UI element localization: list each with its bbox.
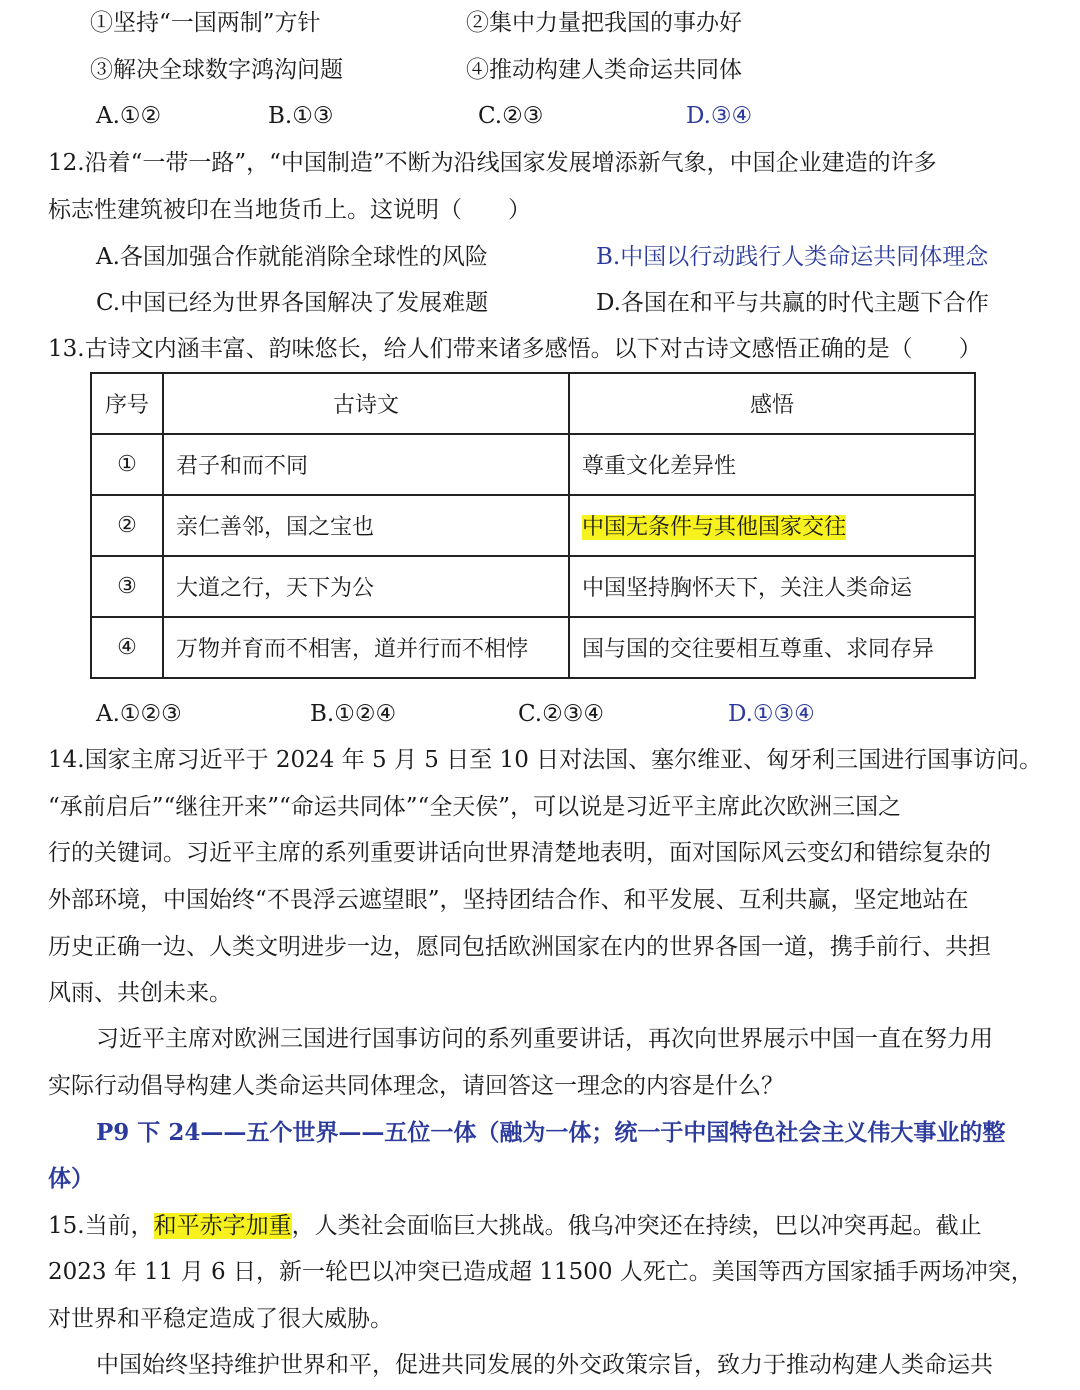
q15-line-2: 2023 年 11 月 6 日，新一轮巴以冲突已造成超 11500 人死亡。美国等西方国家插手两场冲突， <box>48 1259 1034 1285</box>
q12-stem-line2: 标志性建筑被印在当地货币上。这说明（ ） <box>48 197 531 223</box>
row-poem: 万物并育而不相害，道并行而不相悖 <box>163 617 569 678</box>
q11-option-b: B.①③ <box>268 103 334 129</box>
q12-option-d: D.各国在和平与共赢的时代主题下合作 <box>596 290 989 316</box>
q14-question-line1: 习近平主席对欧洲三国进行国事访问的系列重要讲话，再次向世界展示中国一直在努力用 <box>96 1026 993 1052</box>
header-num: 序号 <box>91 373 163 434</box>
q13-option-c: C.②③④ <box>518 701 604 727</box>
header-poem: 古诗文 <box>163 373 569 434</box>
q14-line-4: 外部环境，中国始终“不畏浮云遮望眼”，坚持团结合作、和平发展、互利共赢，坚定地站在 <box>48 887 969 913</box>
row-insight <box>569 495 975 556</box>
row-num: ② <box>91 495 163 556</box>
q15-highlight: 和平赤字加重 <box>153 1213 292 1239</box>
q12-stem-line1: 12.沿着“一带一路”，“中国制造”不断为沿线国家发展增添新气象，中国企业建造的许多 <box>48 150 937 176</box>
row-poem: 君子和而不同 <box>163 434 569 495</box>
q15-prefix: 15.当前， <box>48 1213 154 1239</box>
q15-line-1 <box>48 1209 982 1243</box>
row-poem: 亲仁善邻，国之宝也 <box>163 495 569 556</box>
q11-item-2: ②集中力量把我国的事办好 <box>466 10 742 36</box>
q14-line-6: 风雨、共创未来。 <box>48 980 232 1006</box>
q13-option-b: B.①②④ <box>310 701 397 727</box>
q12-option-b-answer: B.中国以行动践行人类命运共同体理念 <box>596 244 989 270</box>
q11-item-4: ④推动构建人类命运共同体 <box>466 57 742 83</box>
q14-answer-line1: P9 下 24——五个世界——五位一体（融为一体；统一于中国特色社会主义伟大事业的整 <box>96 1119 1006 1146</box>
row-insight: 中国坚持胸怀天下，关注人类命运 <box>569 556 975 617</box>
q14-line-3: 行的关键词。习近平主席的系列重要讲话向世界清楚地表明，面对国际风云变幻和错综复杂的 <box>48 840 991 866</box>
table-row <box>91 617 975 678</box>
q11-option-a: A.①② <box>96 103 162 129</box>
q12-option-c: C.中国已经为世界各国解决了发展难题 <box>96 290 489 316</box>
q13-option-a: A.①②③ <box>96 701 182 727</box>
q15-line-4: 中国始终坚持维护世界和平，促进共同发展的外交政策宗旨，致力于推动构建人类命运共 <box>96 1352 993 1378</box>
q15-line-3: 对世界和平稳定造成了很大威胁。 <box>48 1306 393 1332</box>
row-insight: 尊重文化差异性 <box>569 434 975 495</box>
row-poem: 大道之行，天下为公 <box>163 556 569 617</box>
highlighted-insight: 中国无条件与其他国家交往 <box>582 515 847 540</box>
q13-stem: 13.古诗文内涵丰富、韵味悠长，给人们带来诸多感悟。以下对古诗文感悟正确的是（ ） <box>48 336 982 362</box>
row-num: ④ <box>91 617 163 678</box>
table-row <box>91 495 975 556</box>
q14-line-1: 14.国家主席习近平于 2024 年 5 月 5 日至 10 日对法国、塞尔维亚、匈牙利三国进行国事访问。 <box>48 747 1043 773</box>
table-row <box>91 434 975 495</box>
q11-option-d-answer: D.③④ <box>686 103 753 129</box>
q11-item-3: ③解决全球数字鸿沟问题 <box>90 57 343 83</box>
table-row <box>91 556 975 617</box>
q14-line-2: “承前启后”“继往开来”“命运共同体”“全天侯”，可以说是习近平主席此次欧洲三国之 <box>48 794 902 820</box>
q14-answer-line2: 体） <box>48 1165 94 1192</box>
q14-line-5: 历史正确一边、人类文明进步一边，愿同包括欧洲国家在内的世界各国一道，携手前行、共担 <box>48 934 991 960</box>
q13-table <box>90 372 976 679</box>
row-insight: 国与国的交往要相互尊重、求同存异 <box>569 617 975 678</box>
q11-option-c: C.②③ <box>478 103 544 129</box>
table-header-row <box>91 373 975 434</box>
header-insight: 感悟 <box>569 373 975 434</box>
q14-question-line2: 实际行动倡导构建人类命运共同体理念，请回答这一理念的内容是什么？ <box>48 1073 784 1099</box>
q13-option-d-answer: D.①③④ <box>728 701 815 727</box>
row-num: ③ <box>91 556 163 617</box>
row-num: ① <box>91 434 163 495</box>
q12-option-a: A.各国加强合作就能消除全球性的风险 <box>96 244 488 270</box>
q15-rest: ，人类社会面临巨大挑战。俄乌冲突还在持续，巴以冲突再起。截止 <box>291 1213 982 1239</box>
q11-item-1: ①坚持“一国两制”方针 <box>90 10 321 36</box>
